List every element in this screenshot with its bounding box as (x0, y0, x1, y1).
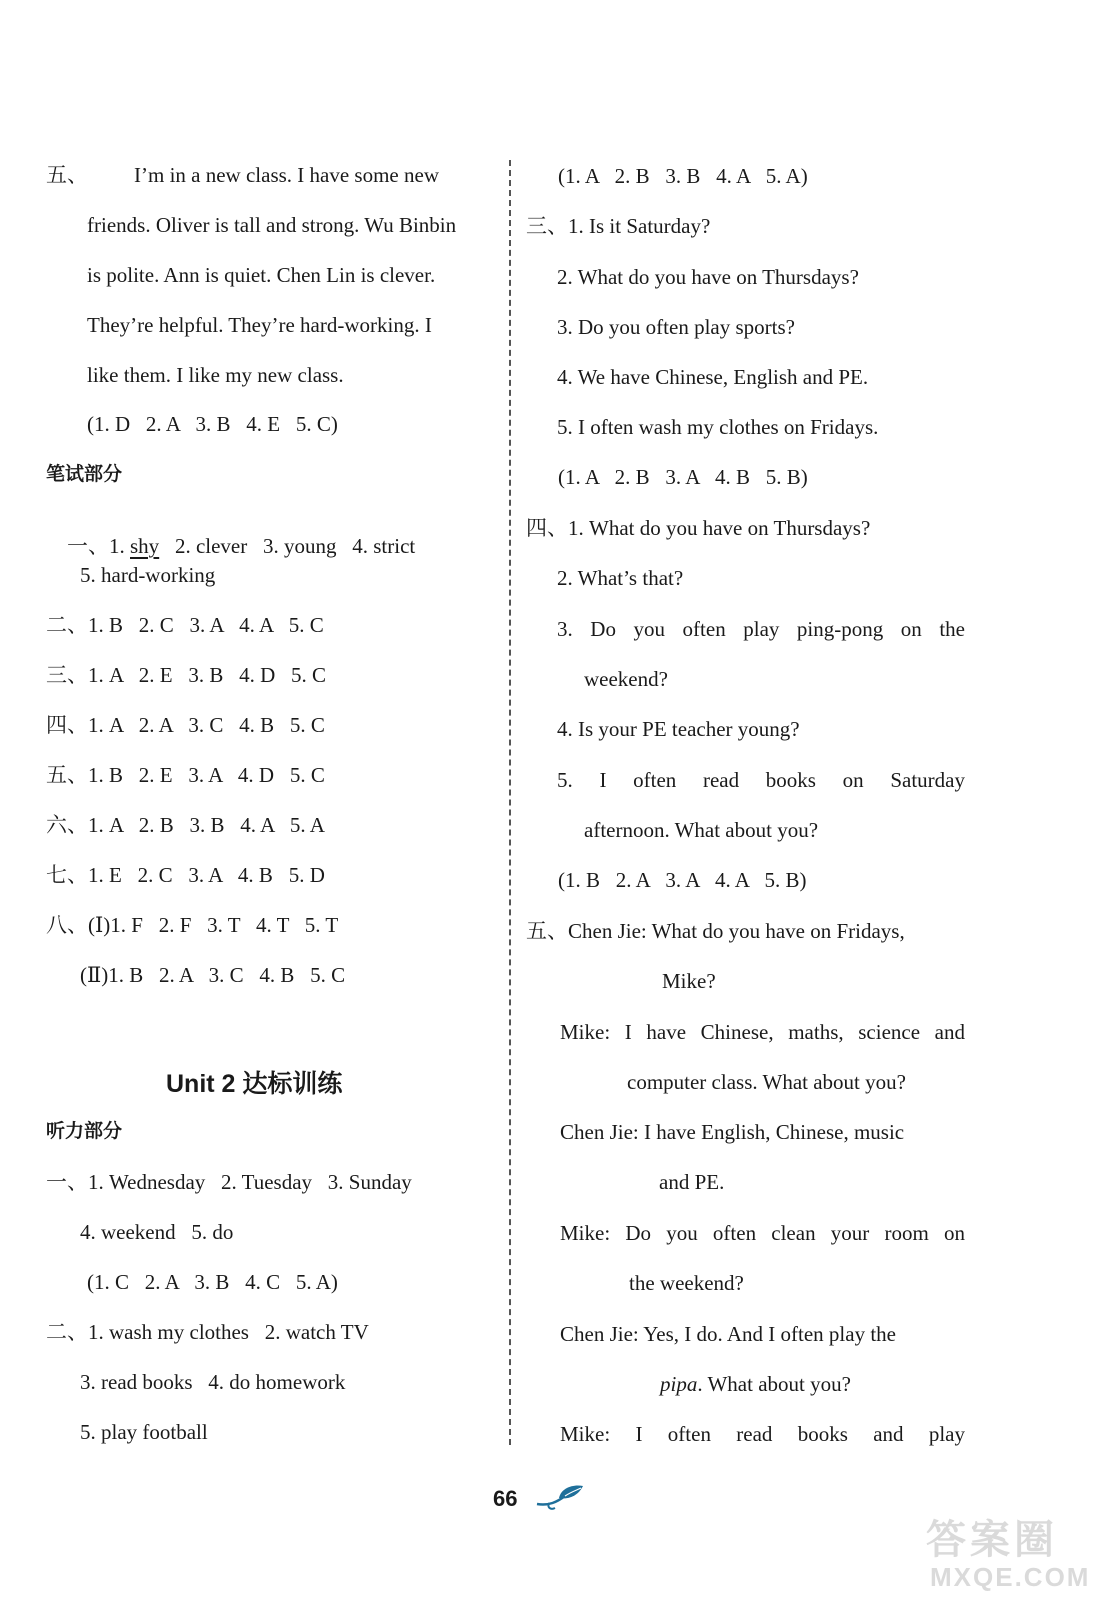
dialogue-line: Mike? (662, 969, 716, 993)
answer-row: 八、(Ⅰ)1. F 2. F 3. T 4. T 5. T (46, 913, 339, 937)
italic-word: pipa (660, 1372, 698, 1396)
dialogue-text: . What about you? (697, 1372, 851, 1396)
q1-word: clever (195, 534, 248, 558)
q1-part: 4. (336, 534, 374, 558)
q3-line: 5. I often wash my clothes on Fridays. (557, 415, 879, 439)
dialogue-line: computer class. What about you? (627, 1070, 906, 1094)
answer-line: (1. B 2. A 3. A 4. A 5. B) (558, 868, 807, 892)
q4-line: 5. I often read books on Saturday (557, 768, 965, 792)
q4-line: 4. Is your PE teacher young? (557, 717, 800, 741)
listening-line: 二、1. wash my clothes 2. watch TV (46, 1320, 369, 1344)
page-number: 66 (493, 1486, 518, 1511)
answer-row: (Ⅱ)1. B 2. A 3. C 4. B 5. C (80, 963, 346, 987)
watermark-top: 答案圈 (926, 1518, 1058, 1562)
answer-row: 六、1. A 2. B 3. B 4. A 5. A (46, 813, 325, 837)
q4-line: weekend? (584, 667, 668, 691)
leaf-icon (535, 1482, 587, 1512)
q1-part: 1. (109, 534, 130, 558)
answer-row: 五、1. B 2. E 3. A 4. D 5. C (46, 763, 325, 787)
q1-word: strict (373, 534, 416, 558)
passage-line: I’m in a new class. I have some new (134, 163, 439, 187)
q1-part: 2. (159, 534, 196, 558)
dialogue-line: Mike: Do you often clean your room on (560, 1221, 965, 1245)
passage-line: friends. Oliver is tall and strong. Wu Binbin (87, 213, 457, 237)
column-divider (509, 160, 511, 1445)
answer-row: 二、1. B 2. C 3. A 4. A 5. C (46, 613, 324, 637)
watermark (920, 1508, 1110, 1598)
q1-marker: 一、 (67, 534, 109, 558)
q1-line-2: 5. hard-working (80, 563, 216, 587)
dialogue-line: the weekend? (629, 1271, 744, 1295)
passage-line: like them. I like my new class. (87, 363, 344, 387)
dialogue-line: Chen Jie: I have English, Chinese, music (560, 1120, 905, 1144)
q1-part: 3. (247, 534, 284, 558)
q4-line: 3. Do you often play ping-pong on the (557, 617, 965, 641)
written-part-heading: 笔试部分 (46, 463, 123, 485)
section-5-marker: 五、 (46, 163, 88, 187)
answer-row: 四、1. A 2. A 3. C 4. B 5. C (46, 713, 325, 737)
dialogue-line: Chen Jie: Yes, I do. And I often play the (560, 1322, 896, 1346)
listening-line: 4. weekend 5. do (80, 1220, 234, 1244)
answer-line: (1. A 2. B 3. B 4. A 5. A) (558, 164, 808, 188)
dialogue-line: 五、Chen Jie: What do you have on Fridays, (526, 919, 905, 943)
listening-line: (1. C 2. A 3. B 4. C 5. A) (87, 1270, 338, 1294)
dialogue-line: Mike: I often read books and play (560, 1422, 965, 1446)
answer-row: 三、1. A 2. E 3. B 4. D 5. C (46, 663, 327, 687)
q3-line: 4. We have Chinese, English and PE. (557, 365, 869, 389)
q1-word: young (283, 534, 337, 558)
dialogue-line (660, 1374, 851, 1395)
q3-line: 3. Do you often play sports? (557, 315, 795, 339)
passage-line: They’re helpful. They’re hard-working. I (87, 313, 432, 337)
listening-part-heading: 听力部分 (46, 1120, 123, 1142)
answer-line: (1. D 2. A 3. B 4. E 5. C) (87, 412, 338, 436)
answer-line: (1. A 2. B 3. A 4. B 5. B) (558, 465, 808, 489)
q1-word: shy (130, 534, 160, 558)
q3-line: 2. What do you have on Thursdays? (557, 265, 859, 289)
passage-line: is polite. Ann is quiet. Chen Lin is clever. (87, 263, 436, 287)
dialogue-line: and PE. (659, 1170, 725, 1194)
dialogue-line: Mike: I have Chinese, maths, science and (560, 1020, 965, 1044)
listening-line: 一、1. Wednesday 2. Tuesday 3. Sunday (46, 1170, 412, 1194)
q4-line: 2. What’s that? (557, 566, 684, 590)
q4-line: afternoon. What about you? (584, 818, 819, 842)
answer-row: 七、1. E 2. C 3. A 4. B 5. D (46, 863, 325, 887)
watermark-bottom: MXQE.COM (930, 1562, 1091, 1592)
listening-line: 3. read books 4. do homework (80, 1370, 346, 1394)
q3-line: 三、1. Is it Saturday? (526, 214, 711, 238)
unit-title: Unit 2 达标训练 (166, 1070, 343, 1098)
listening-line: 5. play football (80, 1420, 208, 1444)
q4-line: 四、1. What do you have on Thursdays? (526, 516, 871, 540)
